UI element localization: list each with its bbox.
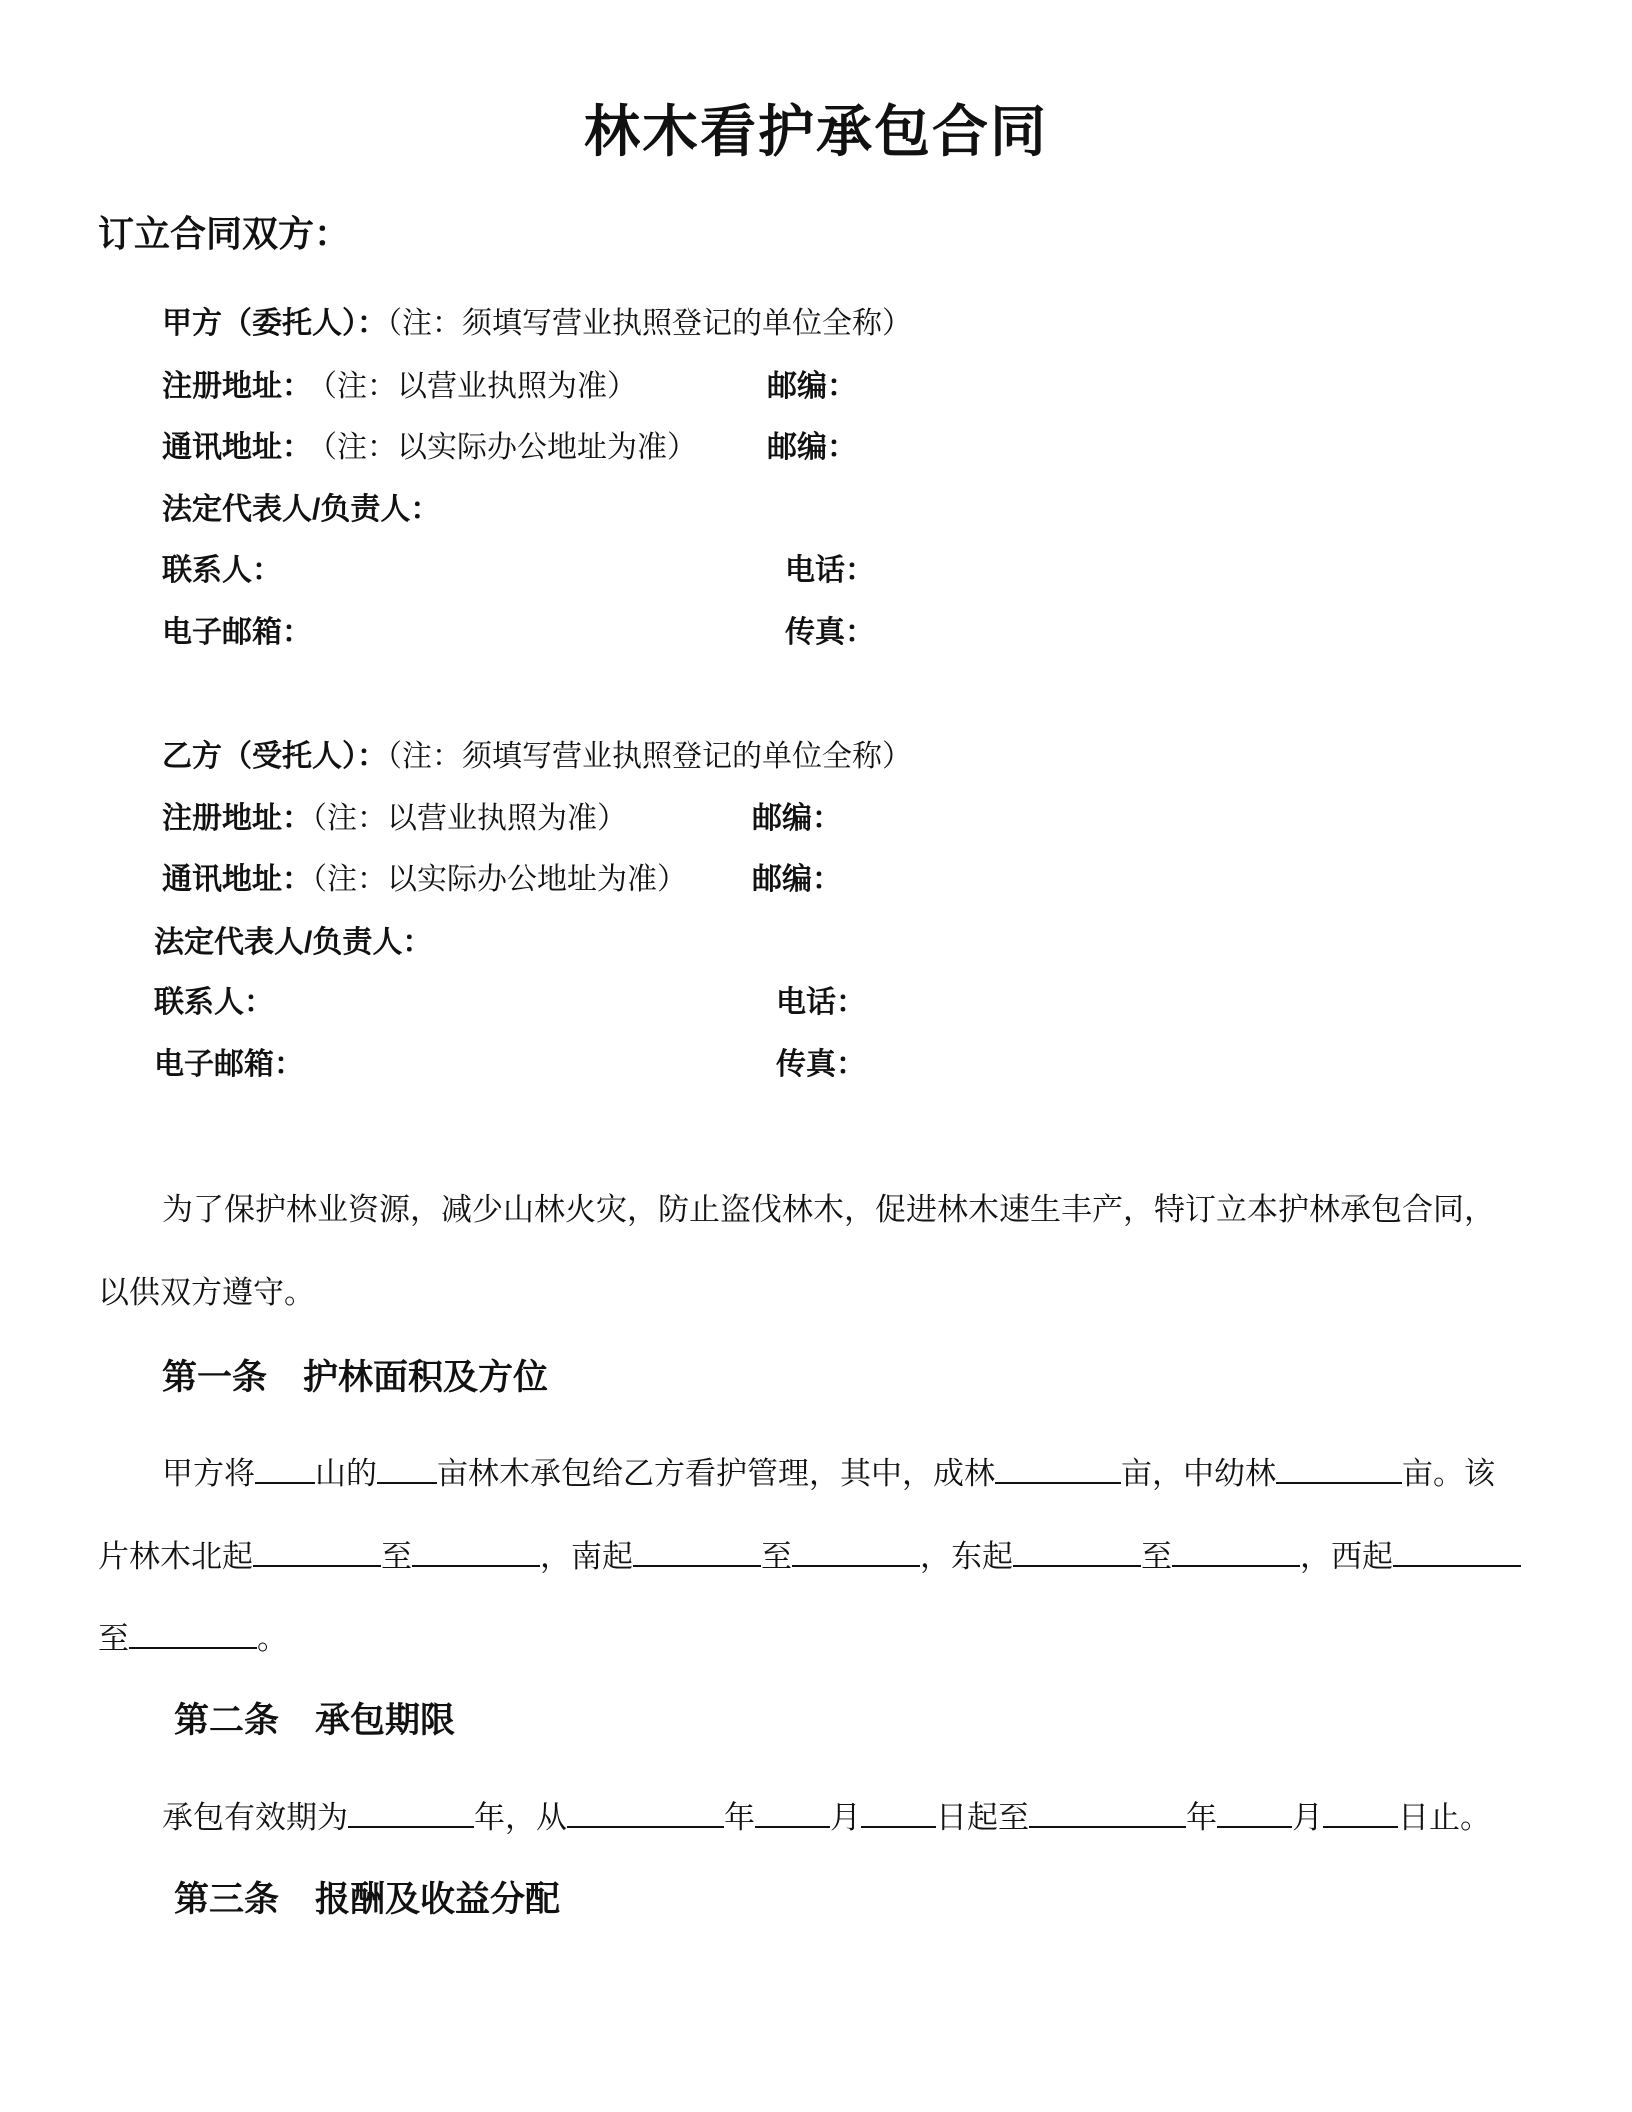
text: ，南起 [540, 1539, 633, 1574]
article-number: 第一条 [162, 1358, 268, 1397]
party-a-phone-label: 电话： [785, 554, 875, 587]
blank-east-from[interactable] [1013, 1537, 1141, 1567]
text: 亩，中幼林 [1121, 1456, 1276, 1491]
party-a-rep-label: 法定代表人/负责人： [162, 493, 441, 526]
party-b-contact-label: 联系人： [154, 986, 274, 1019]
party-b-rep-label: 法定代表人/负责人： [154, 926, 433, 959]
label: 通讯地址： [162, 863, 312, 896]
text: 至 [1141, 1539, 1172, 1574]
parties-heading: 订立合同双方： [98, 213, 351, 254]
party-b-mail-zip-label: 邮编： [752, 863, 842, 896]
label: 注册地址： [162, 370, 312, 403]
text: 。 [257, 1621, 288, 1656]
party-a-name-note: （注：须填写营业执照登记的单位全称） [387, 307, 912, 340]
party-a-name-row [162, 309, 912, 339]
party-b-mail-addr-note: （注：以实际办公地址为准） [312, 863, 687, 896]
party-a-reg-addr-label [162, 372, 637, 402]
text: 亩。该 [1402, 1456, 1495, 1491]
article-title: 护林面积及方位 [303, 1358, 549, 1397]
party-a-mail-addr-note: （注：以实际办公地址为准） [322, 431, 697, 464]
blank-start-month[interactable] [755, 1798, 830, 1828]
party-b-name-label: 乙方（受托人）： [162, 740, 387, 773]
article-2-line-1 [162, 1798, 1491, 1833]
text: 亩林木承包给乙方看护管理，其中，成林 [437, 1456, 995, 1491]
article-1-line-3 [98, 1619, 288, 1654]
blank-mountain[interactable] [255, 1454, 315, 1484]
party-a-name-label: 甲方（委托人）： [162, 307, 387, 340]
article-2-heading [174, 1703, 455, 1738]
party-a-contact-label: 联系人： [162, 554, 282, 587]
blank-south-from[interactable] [633, 1537, 761, 1567]
text: 至 [381, 1539, 412, 1574]
text: 甲方将 [162, 1456, 255, 1491]
blank-total-area[interactable] [377, 1454, 437, 1484]
party-a-reg-zip-label: 邮编： [767, 370, 857, 403]
blank-end-day[interactable] [1323, 1798, 1398, 1828]
blank-end-month[interactable] [1217, 1798, 1292, 1828]
article-number: 第二条 [174, 1701, 280, 1740]
blank-mature-area[interactable] [995, 1454, 1121, 1484]
text: 年，从 [474, 1800, 567, 1835]
text: 片林木北起 [98, 1539, 253, 1574]
text: ，东起 [920, 1539, 1013, 1574]
blank-west-to[interactable] [129, 1619, 257, 1649]
party-a-reg-addr-note: （注：以营业执照为准） [322, 370, 637, 403]
party-a-email-label: 电子邮箱： [162, 616, 312, 649]
party-b-fax-label: 传真： [776, 1048, 866, 1081]
party-a-mail-addr-label [162, 433, 697, 463]
text: 日止。 [1398, 1800, 1491, 1835]
text: 月 [830, 1800, 861, 1835]
blank-south-to[interactable] [792, 1537, 920, 1567]
blank-young-area[interactable] [1276, 1454, 1402, 1484]
party-a-fax-label: 传真： [785, 616, 875, 649]
text: 月 [1292, 1800, 1323, 1835]
party-b-name-note: （注：须填写营业执照登记的单位全称） [387, 740, 912, 773]
blank-north-to[interactable] [412, 1537, 540, 1567]
article-1-line-2 [98, 1537, 1521, 1572]
party-b-name-row [162, 742, 912, 772]
party-b-mail-addr-label [162, 865, 687, 895]
article-3-heading [174, 1882, 560, 1917]
article-1-heading [162, 1360, 548, 1395]
article-1-line-1 [162, 1454, 1495, 1489]
article-title: 报酬及收益分配 [315, 1880, 561, 1919]
blank-start-day[interactable] [861, 1798, 936, 1828]
text: 至 [761, 1539, 792, 1574]
blank-start-year[interactable] [567, 1798, 724, 1828]
article-title: 承包期限 [315, 1701, 456, 1740]
party-b-phone-label: 电话： [776, 986, 866, 1019]
blank-west-from[interactable] [1393, 1537, 1521, 1567]
blank-north-from[interactable] [253, 1537, 381, 1567]
blank-term-years[interactable] [348, 1798, 474, 1828]
text: 承包有效期为 [162, 1800, 348, 1835]
article-number: 第三条 [174, 1880, 280, 1919]
label: 注册地址： [162, 802, 312, 835]
party-a-mail-zip-label: 邮编： [767, 431, 857, 464]
text: 年 [724, 1800, 755, 1835]
text: 日起至 [936, 1800, 1029, 1835]
blank-end-year[interactable] [1029, 1798, 1186, 1828]
preamble-line-1: 为了保护林业资源，减少山林火灾，防止盗伐林木，促进林木速生丰产，特订立本护林承包合同， [162, 1192, 1495, 1227]
party-b-reg-addr-note: （注：以营业执照为准） [312, 802, 627, 835]
preamble-line-2: 以供双方遵守。 [98, 1275, 315, 1310]
text: 山的 [315, 1456, 377, 1491]
text: 至 [98, 1621, 129, 1656]
party-b-reg-addr-label [162, 804, 627, 834]
party-b-reg-zip-label: 邮编： [752, 802, 842, 835]
text: 年 [1186, 1800, 1217, 1835]
document-title: 林木看护承包合同 [584, 100, 1048, 163]
label: 通讯地址： [162, 431, 312, 464]
blank-east-to[interactable] [1172, 1537, 1300, 1567]
party-b-email-label: 电子邮箱： [154, 1048, 304, 1081]
text: ，西起 [1300, 1539, 1393, 1574]
